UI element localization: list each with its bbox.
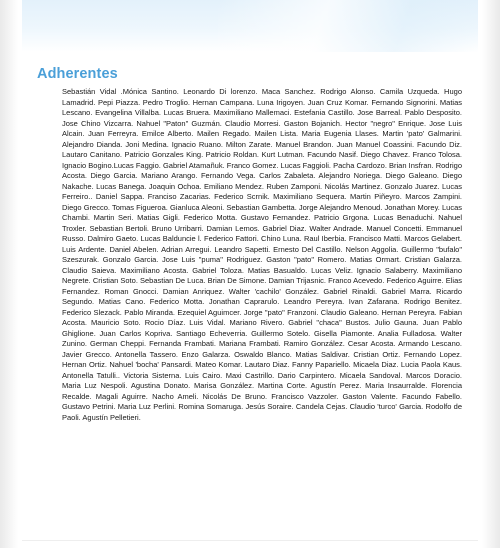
page-shadow-left xyxy=(0,0,18,548)
page-shadow-right xyxy=(482,0,500,548)
section-title: Adherentes xyxy=(37,66,118,82)
document-page xyxy=(22,0,478,548)
page-divider xyxy=(22,540,478,541)
header-decoration xyxy=(22,0,478,52)
members-paragraph: Sebastián Vidal .Mónica Santino. Leonardo Di lorenzo. Maca Sanchez. Rodrigo Alonso. Camila Uzqueda. Hugo Lamadrid. Pepi Piazza. Pedro Troglio. Hernan Campana. Luna Irigoyen. Juan Cruz Komar. Fernando Signorini. Matias Lescano. Evangelina Villalba. Lucas Bruera. Maximiliano Mallemaci. Estefania Castillo. Jose Barreal. Pablo Desposito. Jose Chino Vizcarra. Nahuel "Paton" Guzmán. Claudio Morresi. Gaston Bojanich. Hector "negro" Enrique. Jose Luis Alcain. Juan Ferreyra. Emilce Alberto. Mailen Regado. Mailen Lista. Maria Eugenia Llases. Martin 'pato' Galmarini. Alejandro Dianda. Joni Medina. Ignacio Ruano. Milton Zarate. Manuel Brandon. Juan Manuel Coassini. Facundo Diz. Lautaro Canitano. Patricio Gonzales King. Patricio Roldan. Kurt Lutman. Facundo Nasif. Diego Chavez. Franco Tolosa. Ignacio Bogino.Lucas Faggio. Gabriel Atamañuk. Franco Gomez. Lucas Faggioli. Pacha Cardozo. Brian Insfran. Rodrigo Acosta. Diego Garcia. Mariano Arango. Fernando Vega. Carlos Zabaleta. Alejandro Noriega. Diego Galeano. Diego Nakache. Lucas Banega. Joaquin Ochoa. Emiliano Mendez. Ruben Zamponi. Nicolás Martinez. Gonzalo Juarez. Lucas Ferreiro.. Daniel Sappa. Franciso Zacarias. Federico Scrnik. Maximiliano Sequera. Martin Piñeyro. Marcos Zampini. Diego Grecco. Tomas Figueroa. Gianluca Aleoni. Sebastian Gambetta. Jorge Alejandro Menoud. Jonathan Morey. Lucas Chambi. Martin Seri. Matias Gigli. Federico Motta. Gustavo Fernandez. Patricio Grgona. Lucas Benaduchi. Nahuel Troxler. Sebastian Bertoli. Bruno Urribarri. Damian Lemos. Gabriel Diaz. Walter Andrade. Manuel Concetti. Emmanuel Russo. Dalmiro Gaeto. Lucas Balduncie l. Federico Fattori. Chino Luna. Raul Iberbia. Francisco Matti. Marcos Gelabert. Luis Ardente. Daniel Abelen. Adrian Arregui. Leandro Sapetti. Ernesto Del Castillo. Nelson Aggolia. Guillermo "bufalo" Szeszurak. Gonzalo Garcia. Jose Luis "puma" Rodriguez. Gaston "pato" Romero. Matias Ormart. Cristian Galarza. Claudio Saieva. Maximiliano Acosta. Gabriel Toloza. Matias Basualdo. Lucas Veliz. Ignacio Salaberry. Maximiliano Negrete. Cristian Soto. Sebastian De Luca. Brian De Simone. Damian Trijasnic. Franco Acevedo. Federico Aguirre. Elias Fernandez. Roman Gnocci. Damian Anriquez. Walter 'cachilo' González. Gabriel Rinaldi. Gabriel Marra. Ricardo Segundo. Matias Cano. Federico Motta. Jonathan Caprarulo. Leandro Pereyra. Ivan Zafarana. Rodrigo Benitez. Federico Slezack. Pablo Miranda. Ezequiel Aguimcer. Jorge "pato" Franzoni. Claudio Galeano. Hernan Pereyra. Fabian Acosta. Mauricio Soto. Rocio Díaz. Luis Vidal. Mariano Rivero. Gabriel "chaca" Bustos. Julio Gauna. Juan Pablo Ghiglione. Juan Carlos Kopriva. Santiago Echeverria. Guillermo Sotelo. Gisella Piamonte. Analia Fulladosa. Walter Zunino. German Cheppi. Fernanda Frambati. Mariana Frambati. Ramiro González. Cesar Acosta. Armando Lescano. Javier Grecco. Antonella Tassero. Enzo Galarza. Oswaldo Blanco. Matias Saldivar. Cristian Ortiz. Fernando Lopez. Hernan Ortiz. Nahuel 'bocha' Pansardi. Mateo Komar. Lautaro Diaz. Fanny Papariello. Micaela Diaz. Lucia Paola Kaus. Antonella Tatulli.. Victoria Sisterna. Luis Cairo. Maxi Castrillo. Dario Carpintero. Micaela Sandoval. Marcos Doracio. Maria Luz Nespoli. Agustina Donato. Marisa González. Martina Corte. Agustín Perez. Maria Insaurralde. Florencia Recalde. Magali Aguirre. Nacho Ameli. Nicolás De Bruno. Francisco Vazzoler. Gaston Valente. Facundo Fabello. Gustavo Petrini. Maria Luz Perlini. Romina Somaruga. Jesús Soraire. Candela Cejas. Claudio 'turco' Garcia. Rodolfo de Paoli. Agustín Pelletieri. xyxy=(62,87,462,422)
